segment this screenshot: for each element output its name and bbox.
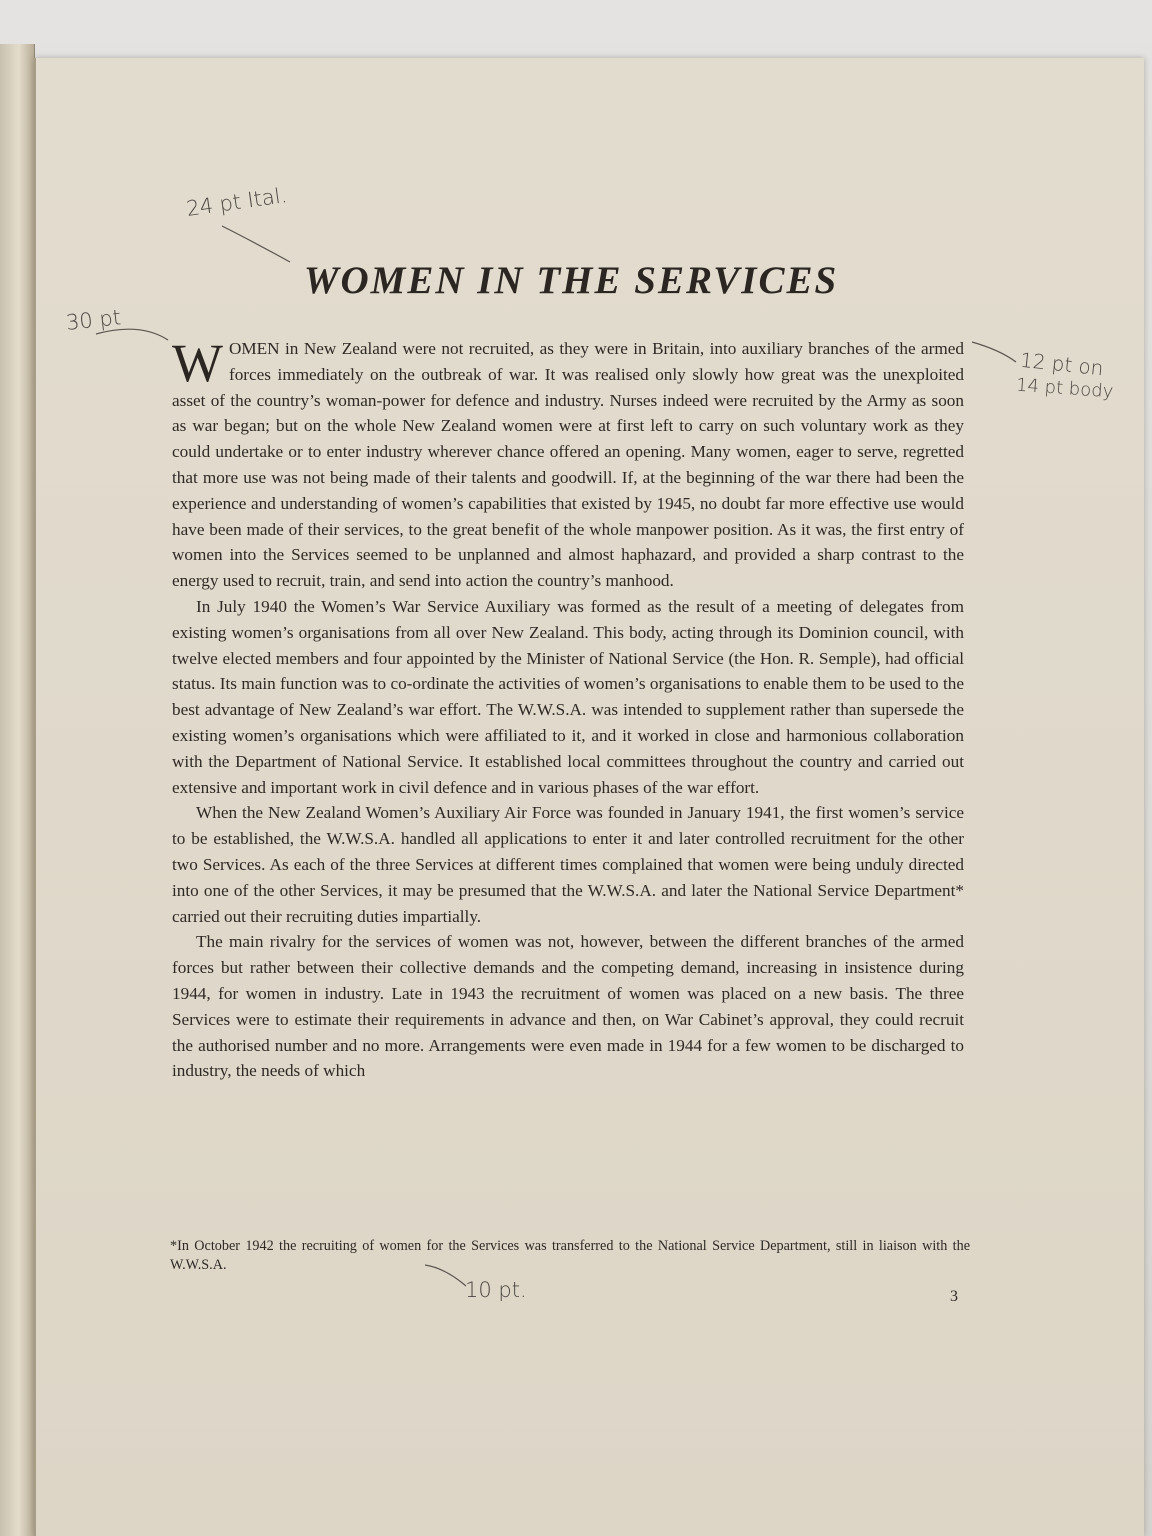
chapter-title: WOMEN IN THE SERVICES	[303, 259, 839, 302]
handwritten-dropcap-note: 30 pt	[64, 305, 123, 335]
footnote: *In October 1942 the recruiting of women for the Services was transferred to the National Service Department, still in liaison with the W.W.S.A.	[170, 1238, 970, 1273]
paragraph-1	[172, 333, 964, 594]
paragraph-2: In July 1940 the Women’s War Service Auxiliary was formed as the result of a meeting of delegates from existing women’s organisations from all over New Zealand. This body, acting through its Dominion council, with twelve elected members and four appointed by the Minister of National Service (the Hon. R. Semple), had official status. Its main function was to co-ordinate the activities of women’s organisations to enable them to be used to the best advantage of New Zealand’s war effort. The W.W.S.A. was intended to supplement rather than supersede the existing women’s organisations which were affiliated to it, and it worked in close and harmonious collaboration with the Department of National Service. It established local committees throughout the country and carried out extensive and important work in civil defence and in various phases of the war effort.	[172, 596, 964, 797]
page-number: 3	[950, 1288, 958, 1305]
handwritten-footnote-note: 10 pt.	[465, 1278, 527, 1302]
paragraph-4: The main rivalry for the services of women was not, however, between the different branches of the armed forces but rather between their collective demands and the competing demand, increasing in insistence during 1944, for women in industry. Late in 1943 the recruitment of women was placed on a new basis. The three Services were to estimate their requirements in advance and then, on War Cabinet’s approval, they could recruit the authorised number and no more. Arrangements were even made in 1944 for a few women to be discharged to industry, the needs of which	[172, 932, 964, 1081]
paragraph-3: When the New Zealand Women’s Auxiliary Air Force was founded in January 1941, the first women’s service to be established, the W.W.S.A. handled all applications to enter it and later controlled recruitment for the other two Services. As each of the three Services at different times complained that women were being unduly directed into one of the other Services, it may be presumed that the W.W.S.A. and later the National Service Department* carried out their recruiting duties impartially.	[172, 803, 964, 926]
body-text	[172, 333, 964, 1084]
handwritten-body-note-line2: 14 pt body	[1015, 374, 1114, 403]
handwritten-title-note: 24 pt Ital.	[184, 183, 289, 221]
drop-cap: W	[172, 333, 223, 393]
paragraph-1-text: OMEN in New Zealand were not recruited, as they were in Britain, into auxiliary branches of the armed forces immediately on the outbreak of war. It was realised only slowly how great was the unexploited asset of the country’s woman-power for defence and industry. Nurses indeed were recruited by the Army as soon as war began; but on the whole New Zealand women were at first left to carry on such voluntary work as they could undertake or to enter industry wherever chance offered an opening. Many women, eager to serve, regretted that more use was not being made of their talents and goodwill. If, at the beginning of the war there had been the experience and understanding of women’s capabilities that existed by 1945, no doubt far more effective use would have been made of their services, to the great benefit of the whole manpower position. As it was, the first entry of women into the Services seemed to be unplanned and almost haphazard, and provided a sharp contrast to the energy used to recruit, train, and send into action the country’s manhood.	[172, 339, 964, 591]
handwritten-body-note-line1: 12 pt on	[1018, 347, 1105, 381]
